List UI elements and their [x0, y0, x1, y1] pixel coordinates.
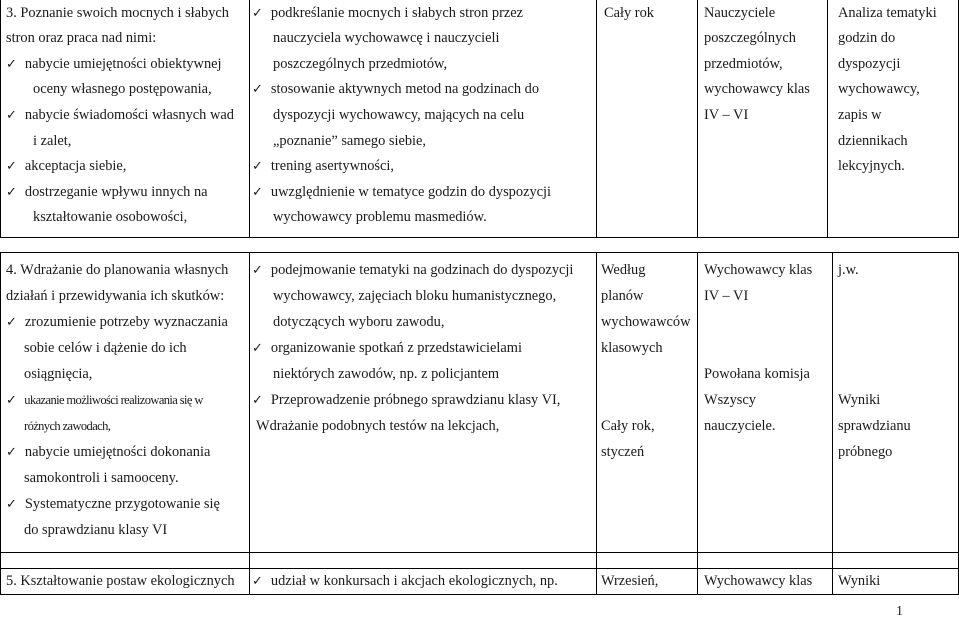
row4-col3-line-5: Cały rok,: [601, 418, 655, 434]
row3-col1-line-8: ✓ dostrzeganie wpływu innych na: [6, 183, 208, 202]
row5-col5: Wyniki: [838, 573, 881, 589]
row3-col4-line-3: przedmiotów,: [704, 56, 783, 72]
row4-col5-line-3: sprawdzianu: [838, 418, 911, 434]
row4-col1-line-2: działań i przewidywania ich skutków:: [6, 288, 225, 304]
row4-col1-line-3: ✓ zrozumienie potrzeby wyznaczania: [6, 313, 228, 332]
col-border-2: [249, 0, 250, 238]
row4-col1-line-4: sobie celów i dążenie do ich: [24, 340, 187, 356]
row3-col2-line-4: ✓ stosowanie aktywnych metod na godzinach do: [252, 80, 539, 99]
row4-col2-line-7: Wdrażanie podobnych testów na lekcjach,: [256, 418, 500, 434]
row3-col2-line-9: wychowawcy problemu masmediów.: [273, 209, 487, 225]
row3-col4-line-5: IV – VI: [704, 107, 749, 123]
row3-col2-line-6: „poznanie” samego siebie,: [273, 133, 427, 149]
col-border-4b: [697, 252, 698, 595]
col-border-1: [0, 0, 1, 238]
row3-col2-line-2: nauczyciela wychowawcę i nauczycieli: [273, 30, 500, 46]
row4-col4-line-4: Wszyscy: [704, 392, 756, 408]
row4-bottom-border: [0, 552, 959, 553]
row4-col5-line-4: próbnego: [838, 444, 893, 460]
row3-col1-line-4: oceny własnego postępowania,: [33, 81, 212, 97]
row4-col1-line-10: ✓ Systematyczne przygotowanie się: [6, 495, 220, 514]
col-border-2b: [249, 252, 250, 595]
row3-col5-line-3: dyspozycji: [838, 56, 901, 72]
col-border-3: [596, 0, 597, 238]
row4-col2-line-1: ✓ podejmowanie tematyki na godzinach do dyspozycji: [252, 261, 573, 280]
row3-col5-line-7: lekcyjnych.: [838, 158, 905, 174]
row3-col1-line-7: ✓ akceptacja siebie,: [6, 157, 126, 176]
row3-col1-line-9: kształtowanie osobowości,: [33, 209, 188, 225]
row4-col3-line-4: klasowych: [601, 340, 663, 356]
row4-col2-line-5: niektórych zawodów, np. z policjantem: [273, 366, 500, 382]
row4-col4-line-2: IV – VI: [704, 288, 749, 304]
row4-col5-line-1: j.w.: [838, 262, 859, 278]
col-border-4: [697, 0, 698, 238]
row4-col1-line-5: osiągnięcia,: [24, 366, 93, 382]
row3-col1-line-3: ✓ nabycie umiejętności obiektywnej: [6, 55, 222, 74]
col-border-5: [827, 0, 828, 238]
row4-col5-line-2: Wyniki: [838, 392, 881, 408]
row4-col2-line-2: wychowawcy, zajęciach bloku humanistycznego,: [273, 288, 557, 304]
page-number: 1: [896, 604, 903, 619]
row4-col3-line-2: planów: [601, 288, 644, 304]
row4-col3-line-1: Według: [601, 262, 646, 278]
row3-col4-line-4: wychowawcy klas: [704, 81, 810, 97]
row3-col5-line-5: zapis w: [838, 107, 882, 123]
row3-col5-line-2: godzin do: [838, 30, 896, 46]
row4-col2-line-3: dotyczących wyboru zawodu,: [273, 314, 445, 330]
row3-col3-line-1: Cały rok: [604, 5, 654, 21]
row4-col3-line-3: wychowawców: [601, 314, 691, 330]
row4-col4-line-1: Wychowawcy klas: [704, 262, 813, 278]
row3-col5-line-4: wychowawcy,: [838, 81, 920, 97]
row3-col4-line-1: Nauczyciele: [704, 5, 776, 21]
row4-col1-line-11: do sprawdzianu klasy VI: [24, 522, 168, 538]
row3-bottom-border: [0, 237, 959, 238]
row3-col1-line-1: 3. Poznanie swoich mocnych i słabych: [6, 5, 230, 21]
row3-col2-line-3: poszczególnych przedmiotów,: [273, 56, 448, 72]
row3-col1-line-6: i zalet,: [33, 133, 72, 149]
row4-col3-line-6: styczeń: [601, 444, 645, 460]
row4-col1-line-9: samokontroli i samooceny.: [24, 470, 179, 486]
row3-col4-line-2: poszczególnych: [704, 30, 796, 46]
row5-bottom-border: [0, 594, 959, 595]
row3-col1-line-5: ✓ nabycie świadomości własnych wad: [6, 106, 234, 125]
row3-col2-line-8: ✓ uwzględnienie w tematyce godzin do dyspozycji: [252, 183, 551, 202]
row4-col4-line-5: nauczyciele.: [704, 418, 776, 434]
row5-col1: 5. Kształtowanie postaw ekologicznych: [6, 573, 235, 589]
row3-col5-line-6: dziennikach: [838, 133, 908, 149]
row3-col2-line-5: dyspozycji wychowawcy, mających na celu: [273, 107, 525, 123]
row4-top-border: [0, 252, 959, 253]
row4-col1-line-6: ✓ ukazanie możliwości realizowania się w: [6, 391, 203, 410]
row4-col4-line-3: Powołana komisja: [704, 366, 810, 382]
col-border-3b: [596, 252, 597, 595]
row4-col2-line-4: ✓ organizowanie spotkań z przedstawicielami: [252, 339, 522, 358]
row3-col5-line-1: Analiza tematyki: [838, 5, 937, 21]
row4-col1-line-1: 4. Wdrażanie do planowania własnych: [6, 262, 229, 278]
row3-col2-line-1: ✓ podkreślanie mocnych i słabych stron przez: [252, 4, 523, 23]
row4-col1-line-7: różnych zawodach,: [24, 419, 111, 433]
row5-top-border: [0, 568, 959, 569]
row3-col2-line-7: ✓ trening asertywności,: [252, 157, 394, 176]
col-border-1b: [0, 252, 1, 595]
row5-col2: ✓ udział w konkursach i akcjach ekologicznych, np.: [252, 572, 558, 591]
row5-col4: Wychowawcy klas: [704, 573, 813, 589]
row4-col1-line-8: ✓ nabycie umiejętności dokonania: [6, 443, 210, 462]
row3-col1-line-2: stron oraz praca nad nimi:: [6, 30, 157, 46]
row5-col3: Wrzesień,: [601, 573, 659, 589]
col-border-5b: [832, 252, 833, 595]
row4-col2-line-6: ✓ Przeprowadzenie próbnego sprawdzianu klasy VI,: [252, 391, 560, 410]
